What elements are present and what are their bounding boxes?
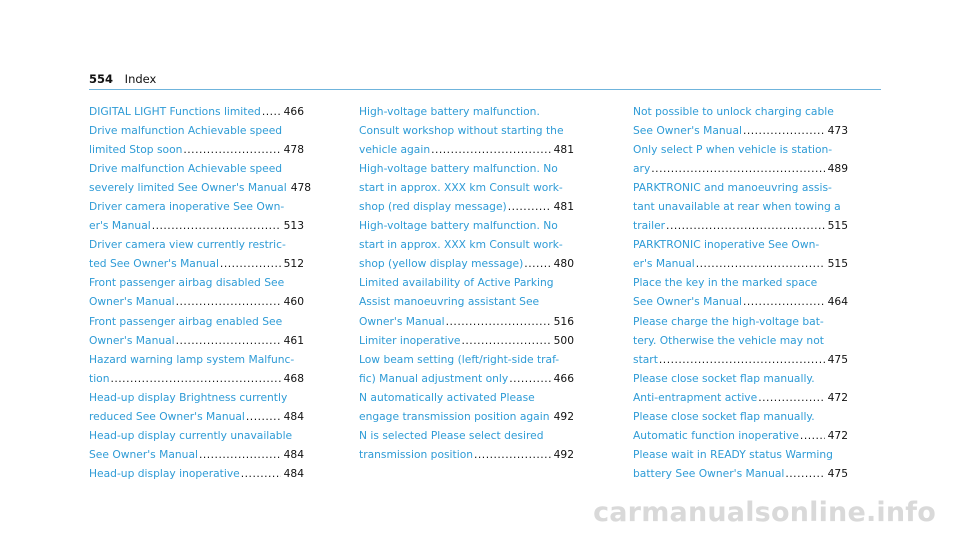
entry-page-number[interactable]: 472 [827,428,848,442]
entry-last-line [89,331,304,350]
entry-page-number[interactable]: 464 [827,295,848,309]
index-entry[interactable] [359,216,574,273]
entry-text: Hazard warning lamp system Malfunc- [89,352,295,366]
entry-text: er's Manual [633,257,695,271]
dot-leader [696,254,825,273]
index-entry[interactable] [89,464,304,483]
entry-text: severely limited See Owner's Manual [89,181,287,195]
entry-page-number[interactable]: 516 [553,314,574,328]
entry-text: Owner's Manual [359,314,445,328]
index-entry[interactable] [89,235,304,273]
entry-text: Please wait in READY status Warming [633,447,833,461]
index-entry[interactable] [359,102,574,159]
dot-leader [431,140,551,159]
entry-text: start in approx. XXX km Consult work- [359,181,563,195]
index-entry[interactable] [633,445,848,483]
index-entry[interactable] [633,102,848,140]
dot-leader [509,369,550,388]
entry-page-number[interactable]: 473 [827,124,848,138]
entry-text: Only select P when vehicle is station- [633,143,833,157]
entry-text: See Owner's Manual [89,447,198,461]
index-entry[interactable] [633,235,848,273]
entry-page-number[interactable]: 515 [827,219,848,233]
entry-text: Limited availability of Active Parking [359,276,554,290]
entry-last-line [89,464,304,483]
entry-text: er's Manual [89,219,151,233]
entry-page-number[interactable]: 480 [553,257,574,271]
entry-page-number[interactable]: 489 [827,162,848,176]
dot-leader [152,216,281,235]
entry-last-line [359,331,574,350]
entry-text: tant unavailable at rear when towing a [633,200,841,214]
entry-text: High-voltage battery malfunction. No [359,219,558,233]
entry-last-line [633,426,848,445]
watermark: carmanualsonline.info [593,497,936,528]
entry-page-number[interactable]: 512 [283,257,304,271]
index-entry[interactable] [359,388,574,426]
entry-page-number[interactable]: 481 [553,143,574,157]
entry-page-number[interactable]: 484 [283,447,304,461]
index-entry[interactable] [359,426,574,464]
entry-last-line [359,197,574,216]
entry-page-number[interactable]: 460 [283,295,304,309]
entry-text: Automatic function inoperative [633,428,799,442]
entry-page-number[interactable]: 500 [553,333,574,347]
index-entry[interactable] [89,426,304,464]
entry-page-number[interactable]: 492 [553,409,574,423]
entry-last-line [359,407,574,426]
page-header [89,72,156,86]
index-entry[interactable] [89,350,304,388]
entry-text: shop (yellow display message) [359,257,524,271]
section-title: Index [124,72,157,86]
entry-text: Not possible to unlock charging cable [633,105,834,118]
entry-page-number[interactable]: 492 [553,447,574,461]
dot-leader [262,102,281,121]
index-entry[interactable] [89,102,304,121]
entry-page-number[interactable]: 484 [283,466,304,480]
entry-text: Drive malfunction Achievable speed [89,162,283,176]
entry-text: ted See Owner's Manual [89,257,219,271]
entry-text: Front passenger airbag enabled See [89,314,283,328]
entry-last-line [359,140,574,159]
entry-page-number[interactable]: 475 [827,352,848,366]
dot-leader [758,388,824,407]
entry-last-line [359,312,574,331]
entry-text: Consult workshop without starting the [359,124,564,138]
entry-last-line [89,407,304,426]
entry-text: Head-up display currently unavailable [89,428,293,442]
entry-page-number[interactable]: 475 [827,466,848,480]
index-entry[interactable] [89,273,304,311]
entry-text: battery See Owner's Manual [633,466,785,480]
entry-text: limited Stop soon [89,143,183,157]
entry-text: reduced See Owner's Manual [89,409,245,423]
page-number: 554 [89,72,114,86]
entry-last-line [359,254,574,273]
dot-leader [743,121,825,140]
entry-page-number[interactable]: 481 [553,200,574,214]
dot-leader [241,464,281,483]
index-entry[interactable] [359,350,574,388]
dot-leader [446,312,551,331]
entry-text: Front passenger airbag disabled See [89,276,285,290]
entry-text: Head-up display Brightness currently [89,390,288,404]
entry-text: Please close socket flap manually. [633,409,815,423]
dot-leader [176,292,281,311]
dot-leader [785,464,824,483]
entry-text: Please close socket flap manually. [633,371,815,385]
entry-text: vehicle again [359,143,431,157]
entry-page-number[interactable]: 515 [827,257,848,271]
index-column-2 [359,102,574,464]
entry-last-line [89,369,304,388]
entry-text: Limiter inoperative [359,333,461,347]
index-entry[interactable] [89,197,304,235]
entry-page-number[interactable]: 466 [283,105,304,118]
dot-leader [659,350,825,369]
dot-leader [524,254,550,273]
entry-text: Assist manoeuvring assistant See [359,295,540,309]
entry-last-line [633,216,848,235]
entry-text: Place the key in the marked space [633,276,818,290]
entry-last-line [633,292,848,311]
entry-text: PARKTRONIC and manoeuvring assis- [633,181,832,195]
entry-text: N is selected Please select desired [359,428,544,442]
entry-text: engage transmission position again [359,409,550,423]
index-column-1 [89,102,312,483]
entry-text: Please charge the high-voltage bat- [633,314,824,328]
index-entry[interactable] [633,312,848,369]
index-entry[interactable] [633,369,848,407]
entry-text: start in approx. XXX km Consult work- [359,238,563,252]
entry-text: Owner's Manual [89,333,175,347]
dot-leader [474,445,551,464]
entry-last-line [633,464,848,483]
entry-text: See Owner's Manual [633,295,742,309]
dot-leader [666,216,825,235]
entry-last-line [89,102,304,121]
entry-text: Driver camera view currently restric- [89,238,286,252]
index-entry[interactable] [89,388,304,426]
index-entry[interactable] [633,407,848,445]
index-entry[interactable] [633,140,848,178]
entry-page-number[interactable]: 478 [290,181,312,195]
index-entry[interactable] [359,159,574,216]
entry-text: Head-up display inoperative [89,466,240,480]
dot-leader [220,254,281,273]
entry-last-line [359,445,574,464]
entry-text: fic) Manual adjustment only [359,371,509,385]
entry-text: shop (red display message) [359,200,507,214]
entry-last-line [89,254,304,273]
dot-leader [651,159,824,178]
dot-leader [508,197,551,216]
entry-text: See Owner's Manual [633,124,742,138]
entry-last-line [633,254,848,273]
entry-page-number[interactable]: 484 [283,409,304,423]
entry-last-line [89,292,304,311]
entry-page-number[interactable]: 478 [283,143,304,157]
entry-last-line [359,369,574,388]
entry-text: tion [89,371,110,385]
header-rule [89,89,881,90]
entry-last-line [89,178,312,197]
entry-last-line [633,388,848,407]
entry-page-number[interactable]: 461 [283,333,304,347]
entry-text: Anti-entrapment active [633,390,758,404]
dot-leader [176,331,281,350]
entry-text: Driver camera inoperative See Own- [89,200,285,214]
entry-last-line [633,159,848,178]
entry-text: High-voltage battery malfunction. [359,105,540,118]
index-entry[interactable] [633,178,848,235]
entry-text: tery. Otherwise the vehicle may not [633,333,824,347]
entry-last-line [89,140,304,159]
entry-last-line [89,445,304,464]
entry-last-line [633,121,848,140]
entry-page-number[interactable]: 472 [827,390,848,404]
index-column-3 [633,102,848,483]
entry-text: High-voltage battery malfunction. No [359,162,558,176]
entry-page-number[interactable]: 513 [283,219,304,233]
index-entry[interactable] [633,273,848,311]
dot-leader [462,331,551,350]
dot-leader [183,140,280,159]
entry-text: DIGITAL LIGHT Functions limited [89,105,261,118]
dot-leader [110,369,280,388]
entry-page-number[interactable]: 466 [553,371,574,385]
entry-text: trailer [633,219,666,233]
index-entry[interactable] [359,273,574,330]
entry-text: start [633,352,658,366]
index-entry[interactable] [89,121,304,159]
index-entry[interactable] [89,312,304,350]
index-entry[interactable] [359,331,574,350]
entry-last-line [89,216,304,235]
index-entry[interactable] [89,159,312,197]
entry-text: N automatically activated Please [359,390,535,404]
entry-text: PARKTRONIC inoperative See Own- [633,238,820,252]
dot-leader [246,407,281,426]
entry-page-number[interactable]: 468 [283,371,304,385]
entry-text: ary [633,162,651,176]
entry-text: Drive malfunction Achievable speed [89,124,283,138]
entry-last-line [633,350,848,369]
dot-leader [199,445,281,464]
dot-leader [743,292,825,311]
dot-leader [800,426,825,445]
entry-text: transmission position [359,447,474,461]
entry-text: Low beam setting (left/right-side traf- [359,352,560,366]
entry-text: Owner's Manual [89,295,175,309]
